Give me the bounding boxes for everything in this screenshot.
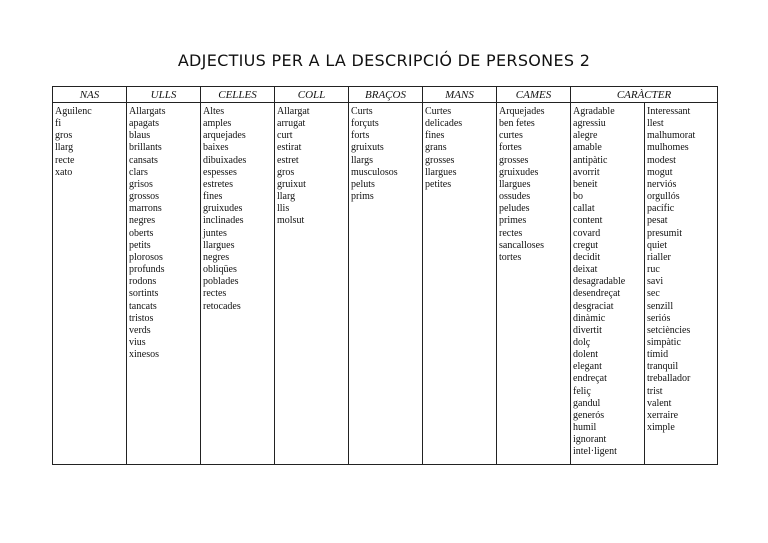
word-caracter-2: quiet (647, 239, 667, 251)
word-celles: fines (203, 191, 223, 203)
word-caracter-2: seriós (647, 312, 671, 324)
word-caracter-2: Interessant (647, 106, 691, 117)
word-celles: dibuixades (203, 154, 247, 166)
word-caracter-1: feliç (573, 385, 591, 397)
word-ulls: tancats (129, 300, 157, 312)
word-bracos: musculosos (351, 166, 398, 178)
word-coll: estirat (277, 142, 302, 154)
word-ulls: apagats (129, 118, 159, 130)
word-caracter-2: trist (647, 385, 663, 397)
word-celles: rectes (203, 288, 227, 300)
word-ulls: Allargats (129, 106, 166, 117)
word-caracter-1: cregut (573, 239, 598, 251)
word-celles: juntes (203, 227, 227, 239)
word-caracter-2: llest (647, 118, 664, 130)
word-caracter-1: elegant (573, 361, 602, 373)
word-caracter-1: divertit (573, 324, 602, 336)
word-celles: amples (203, 118, 232, 130)
header-bracos: BRAÇOS (349, 87, 423, 103)
word-ulls: negres (129, 215, 156, 227)
word-caracter-1: dolent (573, 349, 598, 361)
word-bracos: llargs (351, 154, 374, 166)
header-row (53, 87, 718, 103)
word-nas: gros (55, 130, 73, 142)
word-cames: ossudes (499, 191, 531, 203)
header-ulls: ULLS (127, 87, 201, 103)
word-mans: grans (425, 142, 447, 154)
word-caracter-1: amable (573, 142, 602, 154)
word-cames: fortes (499, 142, 522, 154)
word-ulls: verds (129, 324, 151, 336)
word-coll: estret (277, 154, 299, 166)
word-mans: petites (425, 178, 452, 190)
word-mans: Curtes (425, 106, 452, 117)
word-caracter-1: bo (573, 191, 583, 203)
word-nas: fi (55, 118, 62, 130)
word-caracter-2: presumit (647, 227, 682, 239)
word-celles: Altes (203, 106, 225, 117)
word-caracter-1: agressiu (573, 118, 606, 130)
word-caracter-2: modest (647, 154, 676, 166)
word-caracter-1: endreçat (573, 373, 607, 385)
column-nas (53, 103, 127, 465)
word-celles: retocades (203, 300, 241, 312)
column-bracos (349, 103, 423, 465)
word-nas: xato (55, 166, 73, 178)
word-caracter-2: simpàtic (647, 336, 681, 348)
word-ulls: xinesos (129, 349, 159, 361)
header-coll: COLL (275, 87, 349, 103)
word-caracter-2: nerviós (647, 178, 677, 190)
column-celles (201, 103, 275, 465)
column-cames (497, 103, 571, 465)
word-caracter-1: desendreçat (573, 288, 621, 300)
word-caracter-2: mulhomes (647, 142, 689, 154)
word-coll: llis (277, 203, 290, 215)
word-caracter-2: orgullós (647, 191, 680, 203)
word-ulls: vius (129, 336, 146, 348)
word-bracos: prims (351, 191, 374, 203)
word-ulls: marrons (129, 203, 162, 215)
word-cames: tortes (499, 251, 522, 263)
column-ulls (127, 103, 201, 465)
column-mans (423, 103, 497, 465)
word-ulls: clars (129, 166, 148, 178)
word-caracter-2: xerraire (647, 409, 679, 421)
page-title: ADJECTIUS PER A LA DESCRIPCIÓ DE PERSONES 2 (177, 51, 591, 70)
word-caracter-1: desgraciat (573, 300, 614, 312)
word-mans: grosses (425, 154, 455, 166)
word-caracter-2: savi (647, 276, 664, 288)
word-ulls: tristos (129, 312, 154, 324)
word-bracos: Curts (351, 106, 373, 117)
word-cames: ben fetes (499, 118, 535, 130)
word-caracter-2: ximple (647, 422, 675, 434)
word-caracter-1: gandul (573, 397, 601, 409)
word-caracter-2: mogut (647, 166, 673, 178)
header-nas: NAS (53, 87, 127, 103)
word-ulls: grossos (129, 191, 160, 203)
word-ulls: rodons (129, 276, 157, 288)
word-caracter-1: alegre (573, 130, 598, 142)
word-caracter-2: pesat (647, 215, 668, 227)
word-caracter-1: dinàmic (573, 312, 606, 324)
word-coll: molsut (277, 215, 305, 227)
word-nas: llarg (55, 142, 74, 154)
word-caracter-1: desagradable (573, 276, 626, 288)
word-cames: Arquejades (499, 106, 545, 117)
word-cames: rectes (499, 227, 523, 239)
header-cames: CAMES (497, 87, 571, 103)
word-caracter-1: intel·ligent (573, 446, 617, 458)
word-caracter-2: senzill (647, 300, 674, 312)
header-mans: MANS (423, 87, 497, 103)
word-celles: negres (203, 251, 230, 263)
word-mans: delicades (425, 118, 463, 130)
word-ulls: blaus (129, 130, 151, 142)
word-mans: llargues (425, 166, 457, 178)
word-caracter-2: tímid (647, 349, 669, 361)
header-caracter: CARÀCTER (571, 87, 718, 103)
word-cames: sancalloses (499, 239, 544, 251)
column-caracter-2 (645, 103, 718, 465)
word-bracos: gruixuts (351, 142, 384, 154)
word-ulls: oberts (129, 227, 154, 239)
word-celles: inclinades (203, 215, 244, 227)
word-bracos: forts (351, 130, 370, 142)
word-celles: obliqües (203, 264, 237, 276)
word-celles: arquejades (203, 130, 246, 142)
word-nas: recte (55, 154, 75, 166)
column-coll (275, 103, 349, 465)
adjectives-table (52, 86, 718, 465)
word-caracter-1: callat (573, 203, 595, 215)
word-caracter-1: ignorant (573, 434, 607, 446)
word-cames: curtes (499, 130, 523, 142)
word-caracter-1: antipàtic (573, 154, 608, 166)
word-caracter-2: malhumorat (647, 130, 696, 142)
word-coll: curt (277, 130, 293, 142)
word-celles: gruixudes (203, 203, 243, 215)
word-caracter-2: ruc (647, 264, 660, 276)
word-coll: gruixut (277, 178, 306, 190)
word-caracter-1: humil (573, 422, 597, 434)
word-caracter-1: covard (573, 227, 601, 239)
word-caracter-1: deixat (573, 264, 598, 276)
word-caracter-2: sec (647, 288, 660, 300)
word-cames: llargues (499, 178, 531, 190)
word-coll: Allargat (277, 106, 310, 117)
word-bracos: forçuts (351, 118, 379, 130)
word-celles: baixes (203, 142, 229, 154)
word-caracter-1: avorrit (573, 166, 600, 178)
word-mans: fines (425, 130, 445, 142)
word-bracos: peluts (351, 178, 375, 190)
word-caracter-1: content (573, 215, 603, 227)
words-row (53, 103, 718, 465)
word-celles: poblades (203, 276, 239, 288)
word-ulls: profunds (129, 264, 165, 276)
word-ulls: brillants (129, 142, 162, 154)
word-caracter-1: dolç (573, 336, 591, 348)
word-caracter-1: decidit (573, 251, 601, 263)
word-caracter-2: rialler (647, 251, 671, 263)
word-ulls: petits (129, 239, 151, 251)
word-nas: Aguilenc (55, 106, 92, 117)
word-celles: estretes (203, 178, 233, 190)
column-caracter-1 (571, 103, 645, 465)
word-celles: espesses (203, 166, 237, 178)
word-cames: grosses (499, 154, 529, 166)
word-ulls: sortints (129, 288, 159, 300)
word-celles: llargues (203, 239, 235, 251)
word-caracter-1: generós (573, 409, 605, 421)
word-caracter-2: setciències (647, 324, 691, 336)
word-ulls: plorosos (129, 251, 163, 263)
word-coll: arrugat (277, 118, 306, 130)
word-coll: gros (277, 166, 295, 178)
word-cames: gruixudes (499, 166, 539, 178)
word-coll: llarg (277, 191, 296, 203)
word-ulls: grisos (129, 178, 153, 190)
word-caracter-2: treballador (647, 373, 691, 385)
word-cames: peludes (499, 203, 530, 215)
word-cames: primes (499, 215, 527, 227)
word-caracter-1: Agradable (573, 106, 615, 117)
word-ulls: cansats (129, 154, 158, 166)
word-caracter-2: pacífic (647, 203, 675, 215)
header-celles: CELLES (201, 87, 275, 103)
word-caracter-1: beneit (573, 178, 598, 190)
word-caracter-2: tranquil (647, 361, 679, 373)
word-caracter-2: valent (647, 397, 672, 409)
